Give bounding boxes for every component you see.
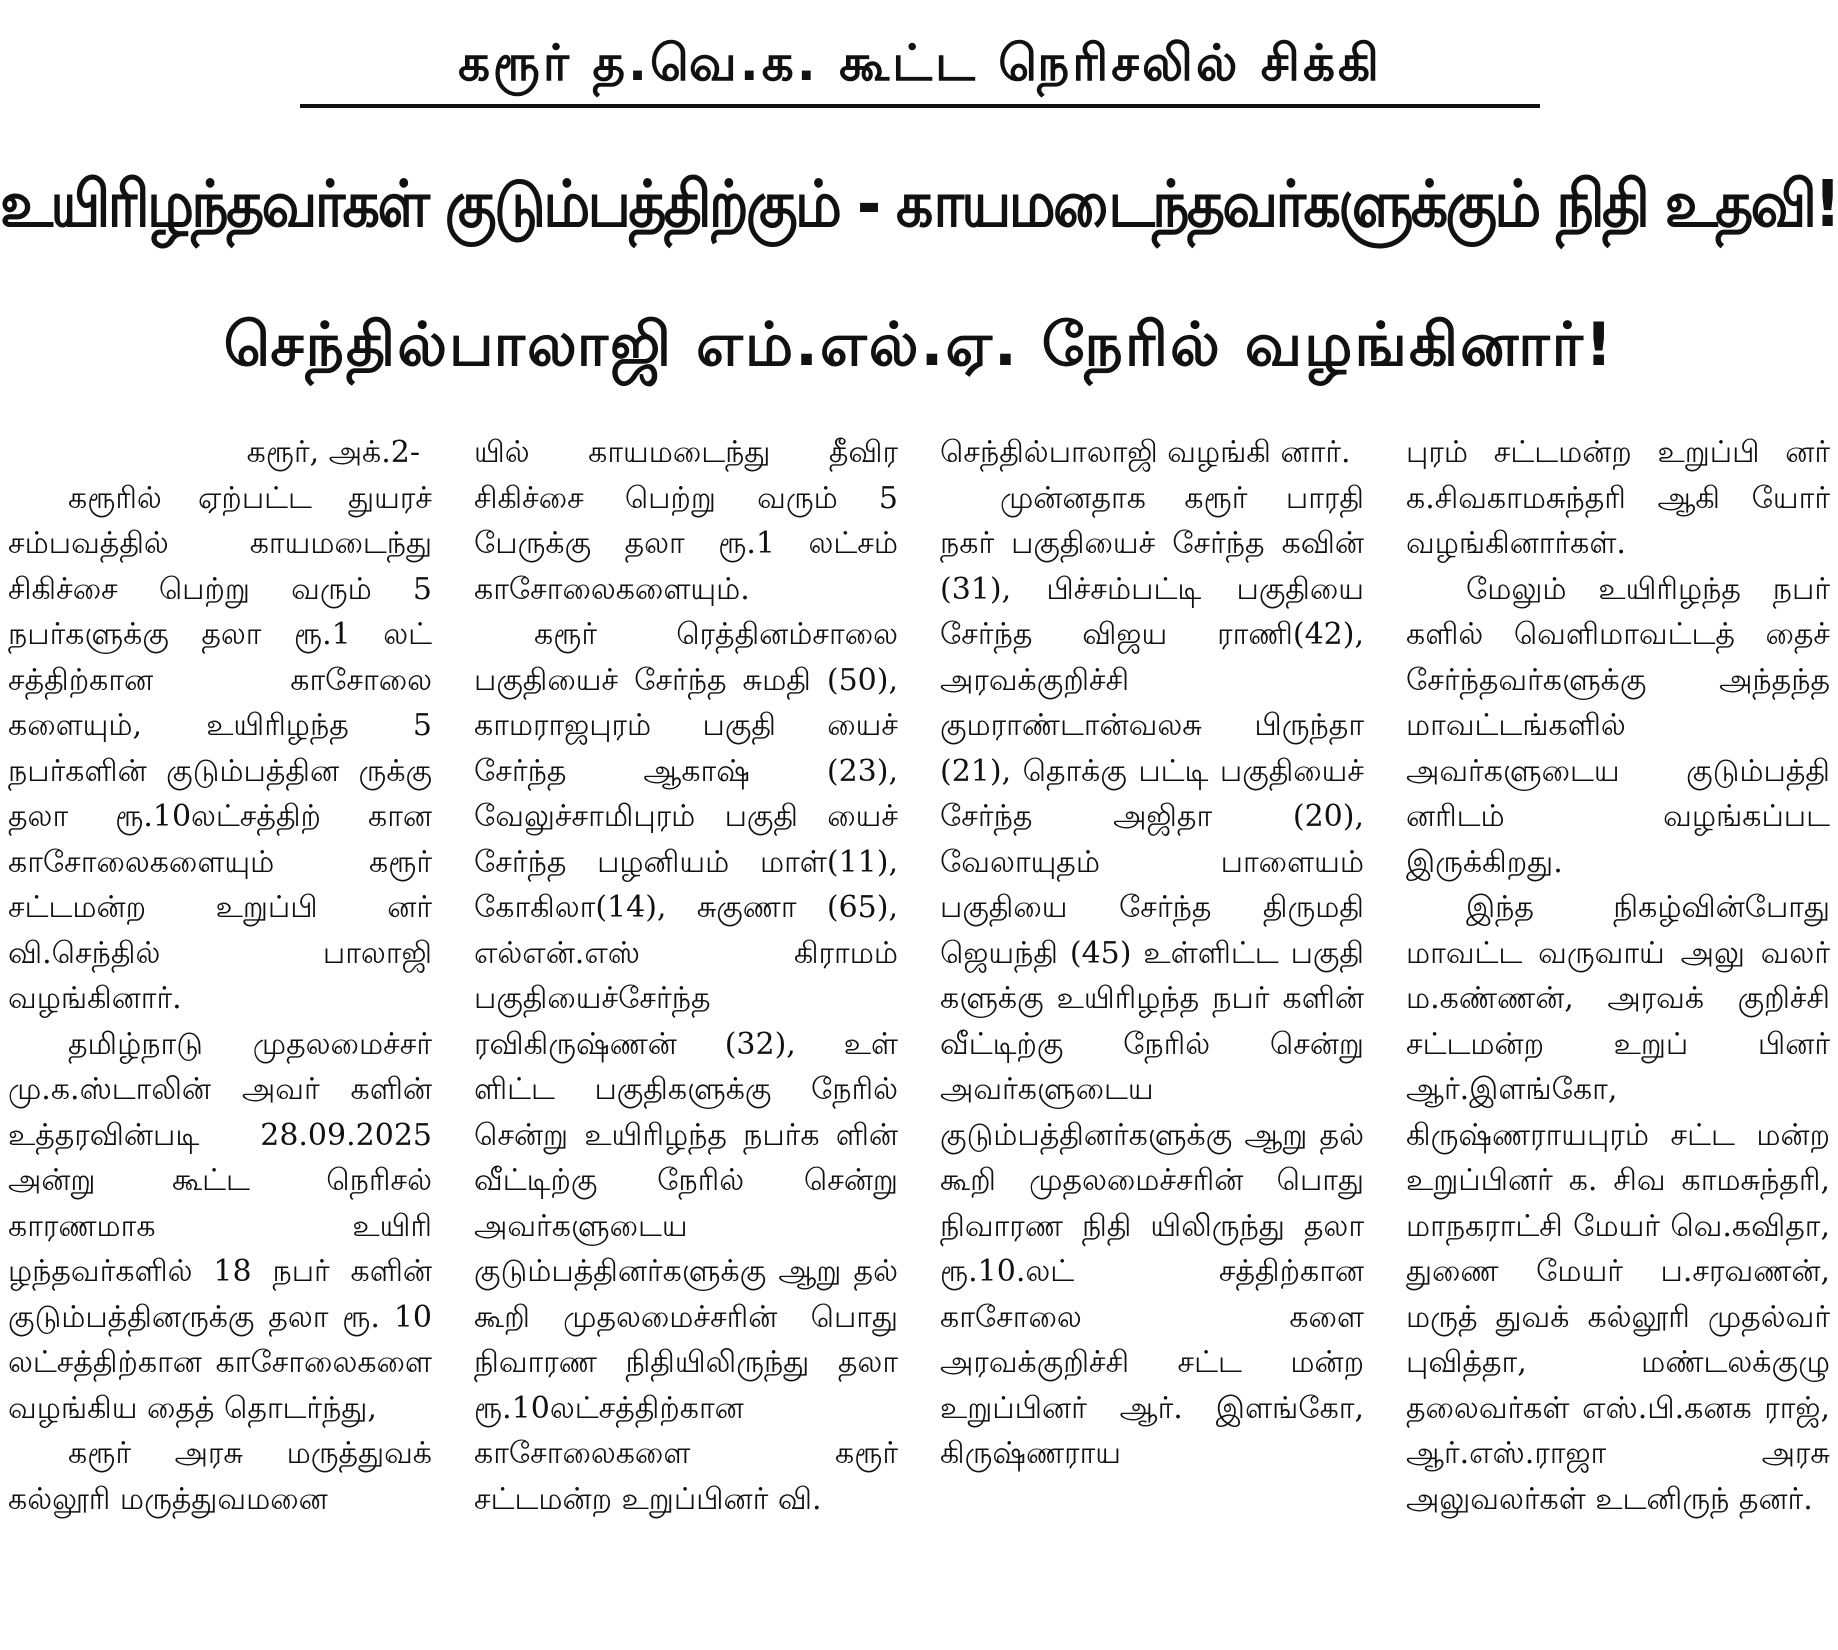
paragraph: முன்னதாக கரூர் பாரதி நகர் பகுதியைச் சேர்ந்த கவின் (31), பிச்சம்பட்டி பகுதியை சேர்ந்த விஜய ராணி(42), அரவக்குறிச்சி குமராண்டான்வலசு பிருந்தா (21), தொக்கு பட்டி பகுதியைச் சேர்ந்த அஜிதா (20), வேலாயுதம் பாளையம் பகுதியை சேர்ந்த திருமதி ஜெயந்தி (45) உள்ளிட்ட பகுதி களுக்கு உயிரிழந்த நபர் களின் வீட்டிற்கு நேரில் சென்று அவர்களுடைய குடும்பத்தினர்களுக்கு ஆறு தல் கூறி முதலமைச்சரின் பொது நிவாரண நிதி யிலிருந்து தலா ரூ.10.லட் சத்திற்கான காசோலை களை அரவக்குறிச்சி சட்ட மன்ற உறுப்பினர் ஆர். இளங்கோ, கிருஷ்ணராய	[940, 480, 1364, 1471]
article-column-1	[8, 430, 432, 1650]
sub-headline: செந்தில்பாலாஜி எம்.எல்.ஏ. நேரில் வழங்கினார்!	[223, 310, 1615, 380]
dateline: கரூர், அக்.2-	[246, 435, 420, 470]
kicker-headline: கரூர் த.வெ.க. கூட்ட நெரிசலில் சிக்கி	[300, 28, 1540, 108]
article-column-3	[940, 430, 1364, 1650]
paragraph: கரூரில் ஏற்பட்ட துயரச் சம்பவத்தில் காயமடைந்து சிகிச்சை பெற்று வரும் 5 நபர்களுக்கு தலா ரூ.1 லட் சத்திற்கான காசோலை களையும், உயிரிழந்த 5 நபர்களின் குடும்பத்தின ருக்கு தலா ரூ.10லட்சத்திற் கான காசோலைகளையும் கரூர் சட்டமன்ற உறுப்பி னர் வி.செந்தில் பாலாஜி வழங்கினார்.	[8, 480, 432, 1016]
paragraph: மேலும் உயிரிழந்த நபர் களில் வெளிமாவட்டத் தைச் சேர்ந்தவர்களுக்கு அந்தந்த மாவட்டங்களில் அவர்களுடைய குடும்பத்தி னரிடம் வழங்கப்பட இருக்கிறது.	[1406, 571, 1830, 880]
article-column-2	[474, 430, 898, 1650]
paragraph: இந்த நிகழ்வின்போது மாவட்ட வருவாய் அலு வலர் ம.கண்ணன், அரவக் குறிச்சி சட்டமன்ற உறுப் பினர் ஆர்.இளங்கோ, கிருஷ்ணராயபுரம் சட்ட மன்ற உறுப்பினர் க. சிவ காமசுந்தரி, மாநகராட்சி மேயர் வெ.கவிதா, துணை மேயர் ப.சரவணன், மருத் துவக் கல்லூரி முதல்வர் புவித்தா, மண்டலக்குழு தலைவர்கள் எஸ்.பி.கனக ராஜ், ஆர்.எஸ்.ராஜா அரசு அலுவலர்கள் உடனிருந் தனர்.	[1406, 890, 1830, 1517]
paragraph: கரூர் அரசு மருத்துவக் கல்லூரி மருத்துவமனை	[8, 1436, 432, 1517]
paragraph: தமிழ்நாடு முதலமைச்சர் மு.க.ஸ்டாலின் அவர் களின் உத்தரவின்படி 28.09.2025 அன்று கூட்ட நெரிசல் காரணமாக உயிரி ழந்தவர்களில் 18 நபர் களின் குடும்பத்தினருக்கு தலா ரூ. 10 லட்சத்திற்கான காசோலைகளை வழங்கிய தைத் தொடர்ந்து,	[8, 1026, 432, 1426]
paragraph: செந்தில்பாலாஜி வழங்கி னார்.	[940, 435, 1351, 470]
paragraph: கரூர் ரெத்தினம்சாலை பகுதியைச் சேர்ந்த சுமதி (50), காமராஜபுரம் பகுதி யைச் சேர்ந்த ஆகாஷ் (23), வேலுச்சாமிபுரம் பகுதி யைச் சேர்ந்த பழனியம் மாள்(11), கோகிலா(14), சுகுணா (65), எல்என்.எஸ் கிராமம் பகுதியைச்சேர்ந்த ரவிகிருஷ்ணன் (32), உள் ளிட்ட பகுதிகளுக்கு நேரில் சென்று உயிரிழந்த நபர்க ளின் வீட்டிற்கு நேரில் சென்று அவர்களுடைய குடும்பத்தினர்களுக்கு ஆறு தல் கூறி முதலமைச்சரின் பொது நிவாரண நிதியிலிருந்து தலா ரூ.10லட்சத்திற்கான காசோலைகளை கரூர் சட்டமன்ற உறுப்பினர் வி.	[474, 617, 898, 1517]
paragraph: புரம் சட்டமன்ற உறுப்பி னர் க.சிவகாமசுந்தரி ஆகி யோர் வழங்கினார்கள்.	[1406, 435, 1830, 561]
article-body	[8, 430, 1830, 1650]
main-headline: உயிரிழந்தவர்கள் குடும்பத்திற்கும் - காயமடைந்தவர்களுக்கும் நிதி உதவி!	[0, 168, 1838, 242]
paragraph: யில் காயமடைந்து தீவிர சிகிச்சை பெற்று வரும் 5 பேருக்கு தலா ரூ.1 லட்சம் காசோலைகளையும்.	[474, 435, 898, 607]
article-column-4	[1406, 430, 1830, 1650]
